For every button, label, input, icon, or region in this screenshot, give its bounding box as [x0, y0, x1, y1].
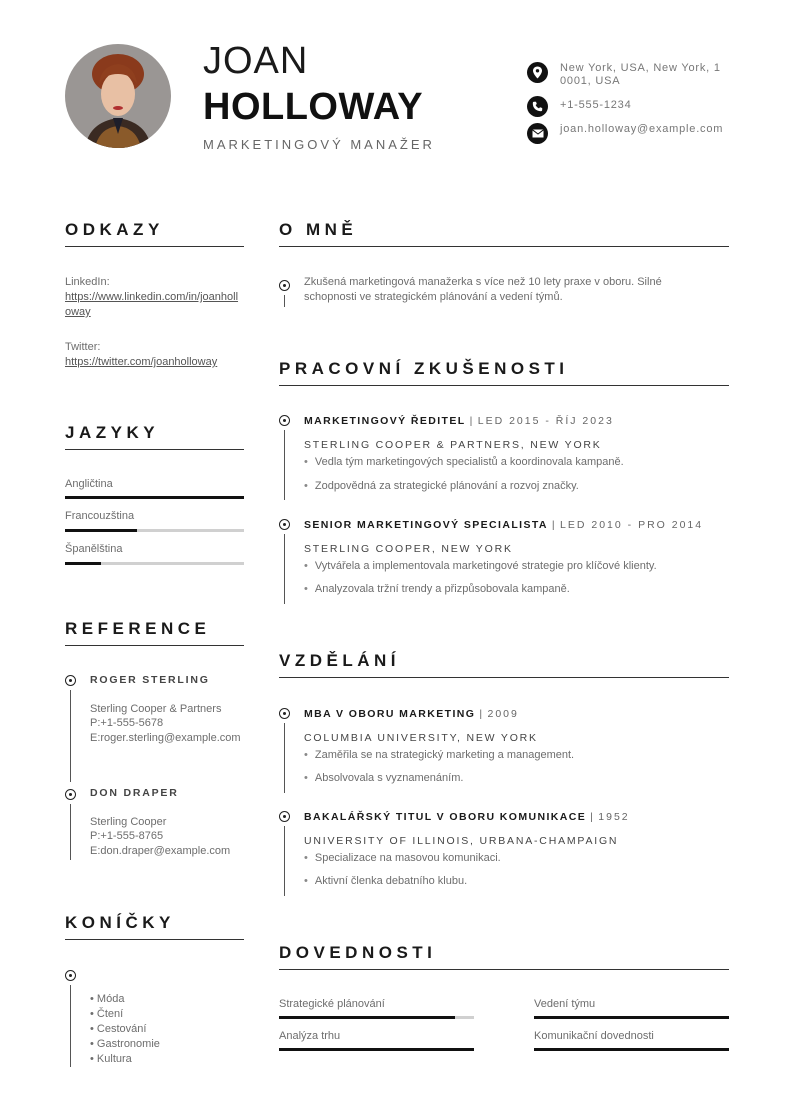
education-entry-header: MBA V OBORU MARKETING | 2009 [304, 708, 519, 720]
language-name: Francouzština [65, 510, 135, 522]
phone-icon [527, 96, 548, 117]
hobby-item: • Cestování [90, 1023, 147, 1035]
timeline-dot [279, 415, 290, 426]
links-heading: ODKAZY [65, 220, 244, 247]
job-bullet: • Analyzovala tržní trendy a přizpůsobovala kampaně. [304, 582, 570, 596]
language-name: Angličtina [65, 478, 113, 490]
job-organization: STERLING COOPER, NEW YORK [304, 543, 513, 555]
timeline-dot [65, 970, 76, 981]
language-level-fill [65, 529, 137, 532]
education-institution: COLUMBIA UNIVERSITY, NEW YORK [304, 732, 538, 744]
timeline-line [70, 804, 71, 860]
job-bullet: • Vedla tým marketingových specialistů a koordinovala kampaně. [304, 455, 624, 469]
about-text: Zkušená marketingová manažerka s více než 10 lety praxe v oboru. Silné schopnosti ve strategickém plánování a vedení týmů. [304, 276, 662, 303]
language-level-bar [65, 496, 244, 499]
timeline-line [70, 690, 71, 782]
address-text: New York, USA, New York, 10001, USA [560, 62, 721, 87]
about-heading: O MNĚ [279, 220, 729, 247]
linkedin-label: LinkedIn: [65, 276, 110, 288]
language-level-fill [65, 496, 244, 499]
skill-name: Komunikační dovednosti [534, 1030, 654, 1042]
skill-name: Analýza trhu [279, 1030, 341, 1042]
timeline-dot [279, 708, 290, 719]
timeline-line [284, 295, 285, 307]
timeline-line [284, 430, 285, 500]
reference-name: ROGER STERLING [90, 674, 210, 686]
languages-heading: JAZYKY [65, 423, 244, 450]
education-bullet: • Aktivní členka debatního klubu. [304, 874, 467, 888]
hobby-item: • Kultura [90, 1053, 132, 1065]
hobbies-heading: KONÍČKY [65, 913, 244, 940]
education-bullet: • Absolvovala s vyznamenáním. [304, 771, 463, 785]
hobby-item: • Gastronomie [90, 1038, 160, 1050]
email-text[interactable]: joan.holloway@example.com [560, 123, 724, 135]
timeline-line [284, 534, 285, 604]
education-bullet: • Specializace na masovou komunikaci. [304, 851, 501, 865]
education-entry-header: BAKALÁŘSKÝ TITUL V OBORU KOMUNIKACE | 1952 [304, 811, 630, 823]
hobby-item: • Móda [90, 993, 125, 1005]
reference-company: Sterling Cooper [90, 816, 167, 828]
skill-level-bar [534, 1048, 729, 1051]
first-name: JOAN [203, 40, 309, 82]
job-entry-header: SENIOR MARKETINGOVÝ SPECIALISTA | LED 2010 - PRO 2014 [304, 519, 704, 531]
reference-company: Sterling Cooper & Partners [90, 703, 222, 715]
reference-name: DON DRAPER [90, 787, 179, 799]
language-level-fill [65, 562, 101, 565]
skill-name: Strategické plánování [279, 998, 385, 1010]
twitter-link[interactable]: https://twitter.com/joanholloway [65, 356, 218, 368]
timeline-dot [279, 519, 290, 530]
job-bullet: • Vytvářela a implementovala marketingové strategie pro klíčové klienty. [304, 559, 657, 573]
last-name: HOLLOWAY [203, 86, 424, 128]
skill-level-bar [279, 1016, 474, 1019]
skills-heading: DOVEDNOSTI [279, 943, 729, 970]
contact-address [527, 62, 725, 88]
reference-email: E:roger.sterling@example.com [90, 732, 241, 744]
phone-text: +1-555-1234 [560, 99, 632, 111]
skill-level-bar [279, 1048, 474, 1051]
timeline-dot [279, 280, 290, 291]
job-bullet: • Zodpovědná za strategické plánování a rozvoj značky. [304, 479, 579, 493]
skill-level-fill [279, 1016, 455, 1019]
twitter-label: Twitter: [65, 341, 101, 353]
timeline-line [284, 723, 285, 793]
education-heading: VZDĚLÁNÍ [279, 651, 729, 678]
job-title: MARKETINGOVÝ MANAŽER [203, 137, 435, 152]
education-bullet: • Zaměřila se na strategický marketing a management. [304, 748, 574, 762]
job-entry-header: MARKETINGOVÝ ŘEDITEL | LED 2015 - ŘÍJ 2023 [304, 415, 614, 427]
education-institution: UNIVERSITY OF ILLINOIS, URBANA-CHAMPAIGN [304, 835, 619, 847]
language-level-bar [65, 529, 244, 532]
skill-level-fill [279, 1048, 474, 1051]
language-level-bar [65, 562, 244, 565]
linkedin-block [65, 275, 244, 320]
job-organization: STERLING COOPER & PARTNERS, NEW YORK [304, 439, 602, 451]
reference-phone: P:+1-555-5678 [90, 717, 164, 729]
timeline-dot [279, 811, 290, 822]
twitter-block [65, 340, 244, 370]
reference-phone: P:+1-555-8765 [90, 830, 164, 842]
location-pin-icon [527, 62, 548, 83]
timeline-dot [65, 675, 76, 686]
skill-level-bar [534, 1016, 729, 1019]
contact-email[interactable] [527, 123, 725, 144]
profile-photo [65, 44, 171, 148]
skill-name: Vedení týmu [534, 998, 596, 1010]
timeline-line [70, 985, 71, 1067]
envelope-icon [527, 123, 548, 144]
reference-email: E:don.draper@example.com [90, 845, 231, 857]
timeline-line [284, 826, 285, 896]
timeline-dot [65, 789, 76, 800]
hobby-item: • Čtení [90, 1008, 124, 1020]
skill-level-fill [534, 1016, 729, 1019]
references-heading: REFERENCE [65, 619, 244, 646]
linkedin-link[interactable]: https://www.linkedin.com/in/joanholloway [65, 291, 239, 318]
contact-phone [527, 96, 725, 117]
experience-heading: PRACOVNÍ ZKUŠENOSTI [279, 359, 729, 386]
language-name: Španělština [65, 543, 123, 555]
skill-level-fill [534, 1048, 729, 1051]
